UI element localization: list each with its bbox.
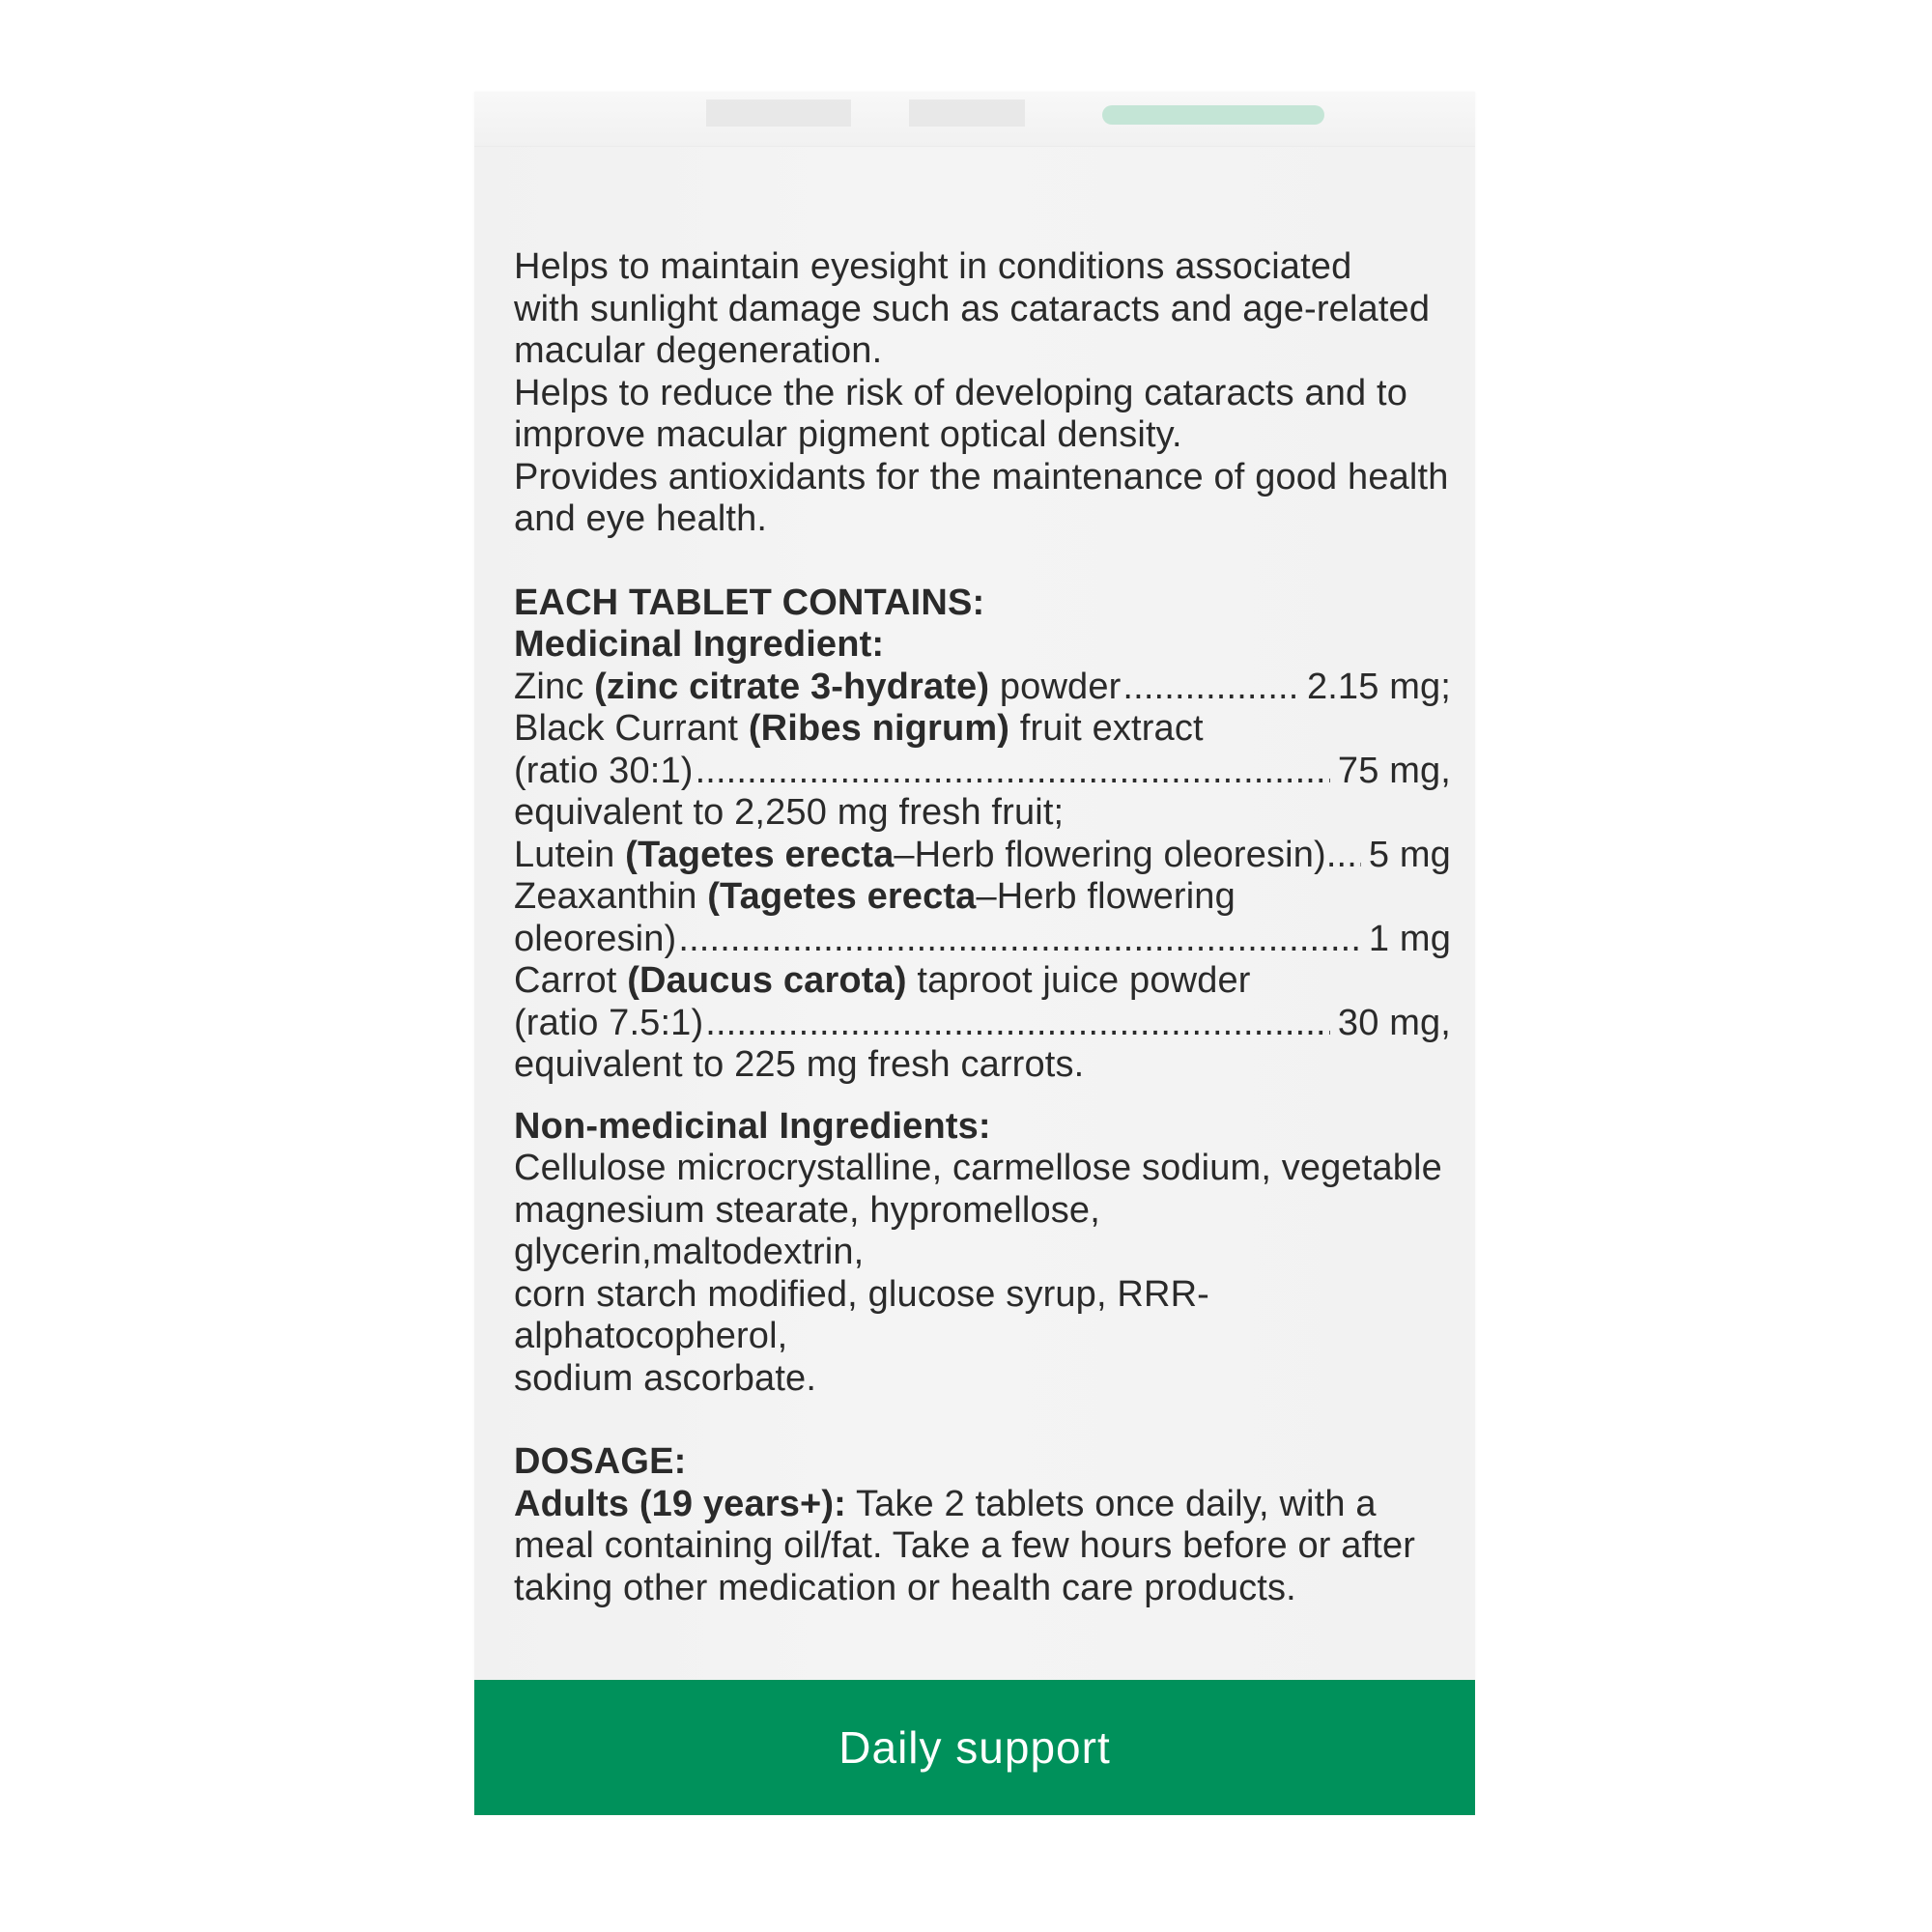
ingredient-zeaxanthin-amount [514, 919, 1451, 961]
non-medicinal-line: sodium ascorbate. [514, 1357, 817, 1399]
product-box-back [474, 92, 1475, 1815]
non-medicinal-line: corn starch modified, glucose syrup, RRR-alphatocopherol, [514, 1273, 1209, 1356]
dosage-heading: DOSAGE: [514, 1441, 687, 1482]
ingredient-form: –Herb flowering oleoresin) [894, 834, 1326, 875]
claim-line: Provides antioxidants for the maintenance of good health [514, 456, 1449, 497]
claim-line: Helps to reduce the risk of developing cataracts and to [514, 372, 1407, 413]
top-edge-print [909, 99, 1025, 127]
non-medicinal-line: magnesium stearate, hypromellose, glycerin,maltodextrin, [514, 1189, 1100, 1272]
ingredient-name: Black Currant [514, 708, 739, 749]
ingredient-source: (Ribes nigrum) [748, 708, 1010, 749]
dosage-line: taking other medication or health care products. [514, 1567, 1296, 1608]
ingredient-ratio: (ratio 7.5:1) [514, 1002, 704, 1043]
claim-line: with sunlight damage such as cataracts and age-related [514, 288, 1431, 329]
claim-line: and eye health. [514, 498, 768, 539]
non-medicinal-line: Cellulose microcrystalline, carmellose sodium, vegetable [514, 1148, 1442, 1188]
ingredient-carrot-amount [514, 1003, 1451, 1045]
leader-dots [678, 919, 1361, 961]
ingredient-blackcurrant-amount [514, 751, 1451, 793]
ingredient-amount: 5 mg [1368, 834, 1451, 875]
dosage-line [514, 1484, 1451, 1526]
claim-line: improve macular pigment optical density. [514, 414, 1182, 455]
non-medicinal-heading: Non-medicinal Ingredients: [514, 1105, 991, 1147]
each-tablet-heading: EACH TABLET CONTAINS: [514, 582, 985, 623]
ingredient-zinc [514, 667, 1451, 709]
ingredient-form: oleoresin) [514, 918, 677, 959]
ingredient-source: (Tagetes erecta [625, 834, 895, 875]
ingredient-form: powder [999, 666, 1122, 707]
ingredient-amount: 1 mg [1368, 918, 1451, 959]
ingredient-source: (zinc citrate 3-hydrate) [594, 666, 990, 707]
ingredient-form: taproot juice powder [917, 960, 1251, 1001]
claim-line: Helps to maintain eyesight in conditions associated [514, 246, 1352, 287]
ingredient-source: (Daucus carota) [627, 960, 907, 1001]
ingredient-name: Lutein [514, 834, 615, 875]
ingredient-source: (Tagetes erecta [707, 876, 977, 917]
footer-label: Daily support [838, 1722, 1111, 1773]
ingredient-equivalent: equivalent to 2,250 mg fresh fruit; [514, 792, 1065, 833]
claims-block [514, 246, 1451, 541]
medicinal-heading: Medicinal Ingredient: [514, 624, 885, 665]
box-top-edge [474, 92, 1475, 147]
footer-banner [474, 1680, 1475, 1815]
ingredient-carrot [514, 960, 1451, 1003]
ingredient-name: Zinc [514, 666, 584, 707]
dosage-label: Adults (19 years+): [514, 1483, 846, 1524]
top-edge-print [706, 99, 851, 127]
top-edge-green-badge [1102, 105, 1324, 125]
leader-dots [1122, 667, 1299, 709]
label-text [514, 246, 1451, 1609]
leader-dots [705, 1003, 1330, 1045]
ingredient-equivalent: equivalent to 225 mg fresh carrots. [514, 1044, 1085, 1085]
ingredient-form: fruit extract [1019, 708, 1204, 749]
ingredient-amount: 75 mg, [1337, 750, 1451, 791]
ingredient-amount: 2.15 mg; [1306, 666, 1451, 707]
ingredient-lutein [514, 835, 1451, 877]
ingredient-zeaxanthin [514, 876, 1451, 919]
ingredient-form: –Herb flowering [976, 876, 1236, 917]
ingredient-name: Carrot [514, 960, 617, 1001]
dosage-text: Take 2 tablets once daily, with a [855, 1483, 1377, 1524]
claim-line: macular degeneration. [514, 330, 883, 371]
dosage-line: meal containing oil/fat. Take a few hours before or after [514, 1525, 1416, 1566]
leader-dots [696, 751, 1330, 793]
ingredient-name: Zeaxanthin [514, 876, 697, 917]
ingredient-ratio: (ratio 30:1) [514, 750, 694, 791]
ingredient-blackcurrant [514, 708, 1451, 751]
ingredient-amount: 30 mg, [1337, 1002, 1451, 1043]
leader-dots [1326, 835, 1361, 877]
